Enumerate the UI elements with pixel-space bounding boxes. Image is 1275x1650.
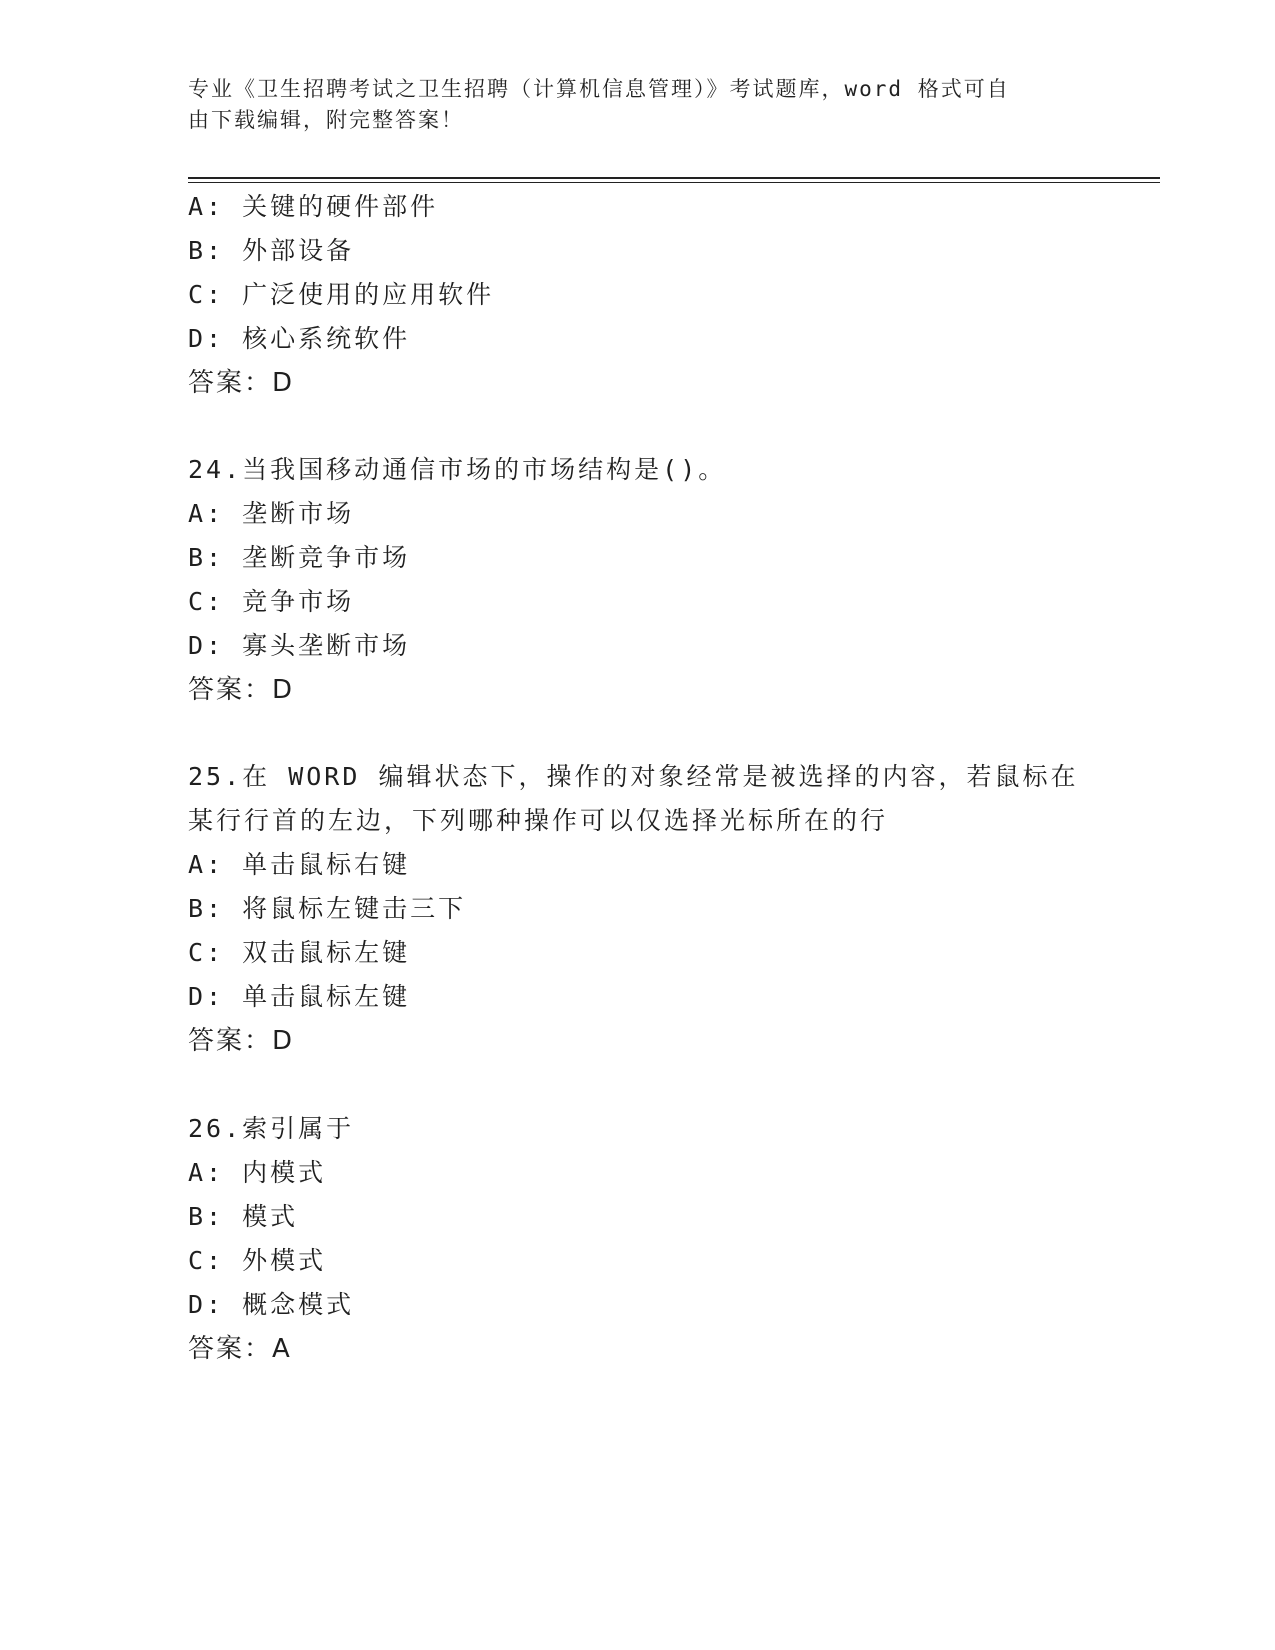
q26-question: 26.索引属于 bbox=[188, 1114, 355, 1143]
q25-option-b: B: 将鼠标左键击三下 bbox=[188, 894, 467, 923]
header-line-1: 专业《卫生招聘考试之卫生招聘（计算机信息管理）》考试题库，word 格式可自 bbox=[188, 77, 1010, 101]
q26-option-b: B: 模式 bbox=[188, 1202, 299, 1231]
header-rule-thin bbox=[188, 182, 1160, 183]
q24-option-c: C: 竞争市场 bbox=[188, 587, 355, 616]
q26-answer: 答案：A bbox=[188, 1334, 292, 1364]
q24-question: 24.当我国移动通信市场的市场结构是()。 bbox=[188, 455, 727, 484]
header-line-2: 由下载编辑，附完整答案！ bbox=[188, 108, 464, 132]
q25-option-a: A: 单击鼠标右键 bbox=[188, 850, 411, 879]
header-rule-thick bbox=[188, 177, 1160, 179]
q24-answer: 答案：D bbox=[188, 675, 295, 705]
document-header bbox=[188, 74, 1068, 136]
q23-option-c: C: 广泛使用的应用软件 bbox=[188, 280, 495, 309]
q24-option-a: A: 垄断市场 bbox=[188, 499, 355, 528]
q23-option-b: B: 外部设备 bbox=[188, 236, 355, 265]
q25-question-line-1: 25.在 WORD 编辑状态下，操作的对象经常是被选择的内容，若鼠标在 bbox=[188, 762, 1079, 791]
q23-option-d: D: 核心系统软件 bbox=[188, 324, 411, 353]
q24-option-d: D: 寡头垄断市场 bbox=[188, 631, 411, 660]
q23-answer: 答案：D bbox=[188, 368, 295, 398]
q25-option-c: C: 双击鼠标左键 bbox=[188, 938, 411, 967]
q26-option-c: C: 外模式 bbox=[188, 1246, 327, 1275]
q24-option-b: B: 垄断竞争市场 bbox=[188, 543, 411, 572]
q25-option-d: D: 单击鼠标左键 bbox=[188, 982, 411, 1011]
q26-option-a: A: 内模式 bbox=[188, 1158, 327, 1187]
q26-option-d: D: 概念模式 bbox=[188, 1290, 355, 1319]
q25-question-line-2: 某行行首的左边，下列哪种操作可以仅选择光标所在的行 bbox=[188, 806, 889, 835]
q23-option-a: A: 关键的硬件部件 bbox=[188, 192, 439, 221]
q25-answer: 答案：D bbox=[188, 1026, 295, 1056]
